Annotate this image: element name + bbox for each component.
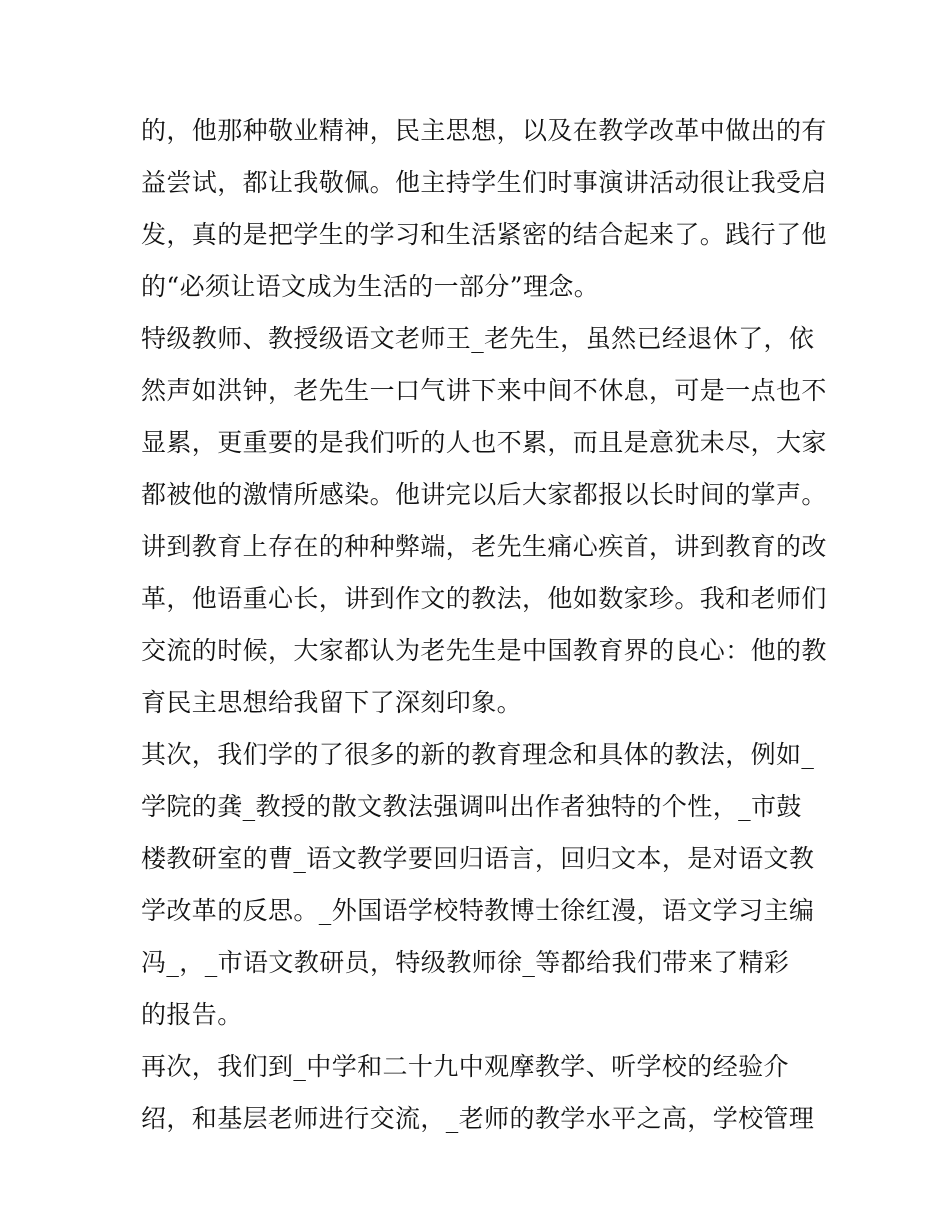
text-line: 发，真的是把学生的学习和生活紧密的结合起来了。践行了他: [141, 220, 827, 249]
text-line: 都被他的激情所感染。他讲完以后大家都报以长时间的掌声。: [141, 480, 827, 509]
text-line: 其次，我们学的了很多的新的教育理念和具体的教法，例如_: [141, 740, 815, 769]
text-line: 益尝试，都让我敬佩。他主持学生们时事演讲活动很让我受启: [141, 168, 827, 197]
text-line: 学院的龚_教授的散文教法强调叫出作者独特的个性，_市鼓: [141, 792, 802, 821]
text-line: 讲到教育上存在的种种弊端，老先生痛心疾首，讲到教育的改: [141, 532, 827, 561]
text-line: 的“必须让语文成为生活的一部分”理念。: [141, 272, 600, 301]
text-line: 学改革的反思。_外国语学校特教博士徐红漫，语文学习主编: [141, 896, 815, 925]
text-line: 显累，更重要的是我们听的人也不累，而且是意犹未尽，大家: [141, 428, 827, 457]
text-line: 革，他语重心长，讲到作文的教法，他如数家珍。我和老师们: [141, 584, 827, 613]
text-line: 然声如洪钟，老先生一口气讲下来中间不休息，可是一点也不: [141, 376, 827, 405]
document-body: [141, 105, 827, 1145]
text-line: 的报告。: [141, 1000, 243, 1029]
text-line: 楼教研室的曹_语文教学要回归语言，回归文本，是对语文教: [141, 844, 815, 873]
text-line: 特级教师、教授级语文老师王_老先生，虽然已经退休了，依: [141, 324, 815, 353]
text-line: 绍，和基层老师进行交流，_老师的教学水平之高，学校管理: [141, 1104, 815, 1133]
text-line: 冯_，_市语文教研员，特级教师徐_等都给我们带来了精彩: [141, 948, 790, 977]
text-line: 育民主思想给我留下了深刻印象。: [141, 688, 523, 717]
text-line: 交流的时候，大家都认为老先生是中国教育界的良心：他的教: [141, 636, 827, 665]
text-line: 再次，我们到_中学和二十九中观摩教学、听学校的经验介: [141, 1052, 789, 1081]
text-line: 的，他那种敬业精神，民主思想，以及在教学改革中做出的有: [141, 116, 827, 145]
